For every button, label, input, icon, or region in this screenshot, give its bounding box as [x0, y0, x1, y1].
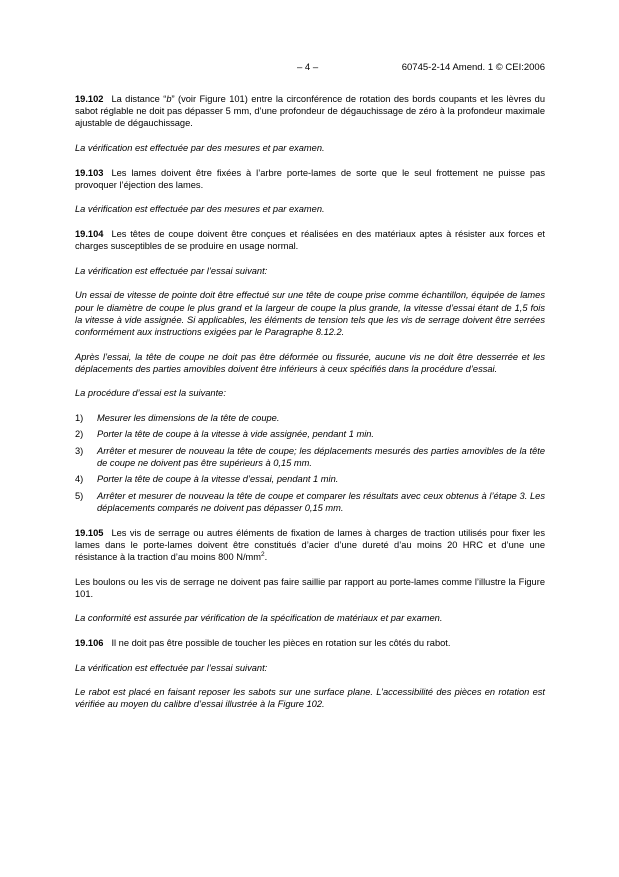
clause-number: 19.104	[75, 228, 104, 239]
procedure-step	[75, 412, 545, 424]
clause-text: Les lames doivent être fixées à l’arbre porte-lames de sorte que le seul frottement ne puisse pas provoquer l’éjection des lames.	[75, 167, 545, 190]
clause-text: Il ne doit pas être possible de toucher les pièces en rotation sur les côtés du rabot.	[111, 637, 451, 648]
clause-text-end: .	[264, 551, 268, 562]
clause-19-104	[75, 228, 545, 252]
step-text: Porter la tête de coupe à la vitesse à vide assignée, pendant 1 min.	[97, 429, 375, 440]
clause-number: 19.103	[75, 167, 104, 178]
clause-number: 19.105	[75, 527, 104, 538]
procedure-step	[75, 490, 545, 514]
compliance-statement: La vérification est effectuée par l’essai suivant:	[75, 662, 268, 673]
clause-note: Les boulons ou les vis de serrage ne doivent pas faire saillie par rapport au porte-lames comme l’illustre la Figure 101.	[75, 576, 545, 599]
step-text: Arrêter et mesurer de nouveau la tête de coupe; les déplacements mesurés des parties amovibles de la tête de coupe ne doivent pas être supérieurs à 0,15 mm.	[97, 445, 545, 468]
step-text: Porter la tête de coupe à la vitesse d’essai, pendant 1 min.	[97, 474, 339, 485]
procedure-step	[75, 428, 545, 440]
clause-text: Les vis de serrage ou autres éléments de fixation de lames à charges de traction utilisés pour fixer les lames dans le porte-lames doivent être constitués d’acier d’une dureté d’au moins 20 HRC et d’une une résistance à la traction d’au moins 800 N/mm	[75, 527, 545, 562]
document-body	[75, 93, 545, 723]
clause-text: ” (voir Figure 101) entre la circonférence de rotation des bords coupants et les lèvres du sabot réglable ne doit pas dépasser 5 mm, d’une profondeur de dégauchissage de zéro à la profondeur maximale ajustable de dégauchissage.	[75, 94, 545, 129]
variable-b: b	[166, 94, 172, 104]
test-description: Le rabot est placé en faisant reposer les sabots sur une surface plane. L’accessibilité des pièces en rotation est vérifiée au moyen du calibre d’essai illustrée à la Figure 102.	[75, 687, 545, 710]
compliance-statement: La vérification est effectuée par des mesures et par examen.	[75, 204, 325, 215]
step-number: 3)	[75, 445, 84, 456]
document-reference: 60745-2-14 Amend. 1 © CEI:2006	[401, 62, 545, 73]
compliance-statement: La conformité est assurée par vérification de la spécification de matériaux et par examen.	[75, 613, 443, 624]
after-test-requirement: Après l’essai, la tête de coupe ne doit pas être déformée ou fissurée, aucune vis ne doit être desserrée et les déplacements des parties amovibles doivent être inférieurs à ceux spécifiés dans la procédure d’essai.	[75, 351, 545, 374]
clause-number: 19.106	[75, 637, 104, 648]
compliance-statement: La vérification est effectuée par des mesures et par examen.	[75, 143, 325, 153]
step-text: Mesurer les dimensions de la tête de coupe.	[97, 412, 280, 423]
procedure-intro: La procédure d’essai est la suivante:	[75, 388, 226, 399]
step-number: 2)	[75, 429, 84, 440]
step-number: 5)	[75, 490, 84, 501]
page-header	[75, 62, 545, 76]
page-number: – 4 –	[297, 62, 319, 73]
clause-19-105	[75, 527, 545, 564]
clause-19-106	[75, 637, 545, 649]
step-text: Arrêter et mesurer de nouveau la tête de coupe et comparer les résultats avec ceux obtenus à l’étape 3. Les déplacements comparés ne doivent pas dépasser 0,15 mm.	[97, 490, 545, 513]
step-number: 1)	[75, 412, 84, 423]
superscript: 2	[261, 550, 265, 558]
clause-19-103	[75, 167, 545, 191]
compliance-statement: La vérification est effectuée par l’essai suivant:	[75, 265, 268, 276]
clause-text: La distance “	[111, 94, 167, 104]
procedure-steps	[75, 412, 545, 514]
clause-text: Les têtes de coupe doivent être conçues et réalisées en des matériaux aptes à résister aux forces et charges susceptibles de se produire en usage normal.	[75, 228, 545, 252]
clause-number: 19.102	[75, 94, 104, 104]
procedure-step	[75, 473, 545, 485]
clause-19-102	[75, 93, 545, 130]
procedure-step	[75, 445, 545, 469]
test-description: Un essai de vitesse de pointe doit être effectué sur une tête de coupe prise comme échantillon, équipée de lames pour le diamètre de coupe le plus grand et la largeur de coupe la plus grande, la vitesse d’essai étant de 1,5 fois la vitesse à vide assignée. Si applicables, les éléments de tension tels que les vis de serrage doivent être serrées conformément aux instructions exigées par le Paragraphe 8.12.2.	[75, 290, 545, 337]
step-number: 4)	[75, 474, 84, 485]
